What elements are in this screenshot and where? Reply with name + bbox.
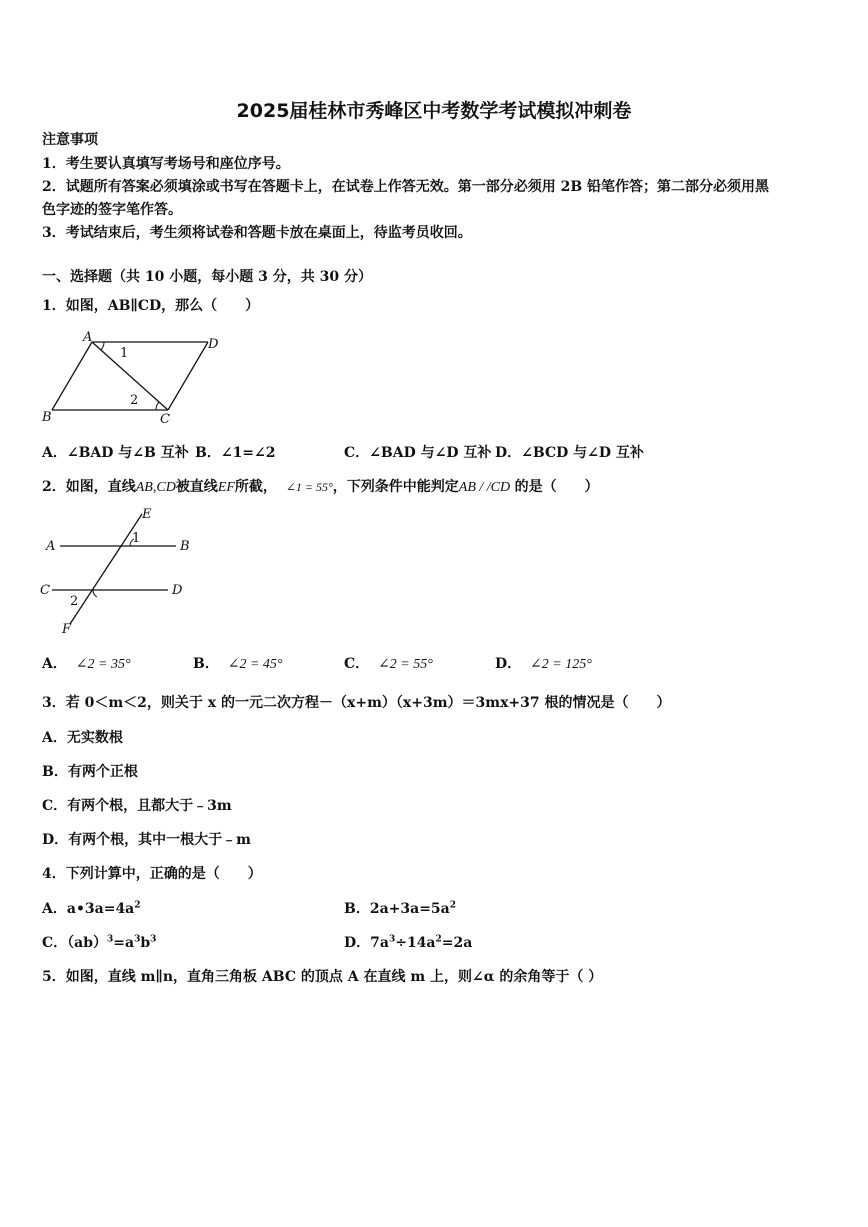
q3-option-d: D．有两个根，其中一根大于﹣m <box>42 832 251 848</box>
q2-label-f: F <box>62 622 72 637</box>
q3-option-b: B．有两个正根 <box>42 764 138 780</box>
q1-label-c: C <box>160 412 170 427</box>
q1-arc-2 <box>156 402 159 410</box>
q4-stem: 4．下列计算中，正确的是（ ） <box>42 866 262 882</box>
q1-label-angle2: 2 <box>130 393 139 408</box>
q2-stem-part-d: ，下列条件中能判定 <box>332 479 459 495</box>
q2-stem-ab: AB,CD <box>135 480 176 495</box>
q2-label-d: D <box>172 583 183 598</box>
q2-stem-part-a: 2．如图，直线 <box>42 479 136 495</box>
q2-label-c: C <box>40 583 50 598</box>
notice-item-1: 1．考生要认真填写考场号和座位序号。 <box>42 156 290 172</box>
notice-item-3: 3．考试结束后，考生须将试卷和答题卡放在桌面上，待监考员收回。 <box>42 225 472 241</box>
q2-arc-2 <box>93 590 97 597</box>
q1-stem: 1．如图，AB∥CD，那么（ ） <box>42 298 260 314</box>
q4-option-a: A．$a•3a=4a^2$ <box>42 900 141 917</box>
q2-option-d: D． ∠2 = 125° <box>495 656 592 672</box>
q2-stem-ef: EF <box>217 480 235 495</box>
q2-label-e: E <box>142 507 152 522</box>
notice-heading: 注意事项 <box>42 132 98 148</box>
q1-option-c: C．∠BAD 与∠D 互补 <box>344 445 492 461</box>
q1-label-b: B <box>42 410 52 425</box>
q5-stem: 5．如图，直线 m∥n，直角三角板 ABC 的顶点 A 在直线 m 上，则∠α 的余角等于（ ） <box>42 969 603 985</box>
q4-option-c: C．$(ab)^3=a^3b^3$ <box>42 934 157 951</box>
q1-label-a: A <box>83 330 93 345</box>
notice-item-2: 2．试题所有答案必须填涂或书写在答题卡上，在试卷上作答无效。第一部分必须用 2B 铅笔作答；第二部分必须用黑 <box>42 179 770 195</box>
q4-option-b: B．$2a+3a=5a^2$ <box>344 900 457 917</box>
q1-option-b: B．∠1=∠2 <box>195 445 276 461</box>
q1-line-ab <box>52 342 92 410</box>
q3-stem: 3．若 0＜m＜2，则关于 x 的一元二次方程－（x+m）（x+3m）＝3mx+37 根的情况是（ ） <box>42 695 671 711</box>
q4-option-d: D．$7a^3\div 14a^2=2a$ <box>344 934 473 951</box>
q1-option-d: D．∠BCD 与∠D 互补 <box>495 445 644 461</box>
q1-figure <box>40 328 230 428</box>
q2-option-a: A． ∠2 = 35° <box>42 656 131 672</box>
section-heading: 一、选择题（共 10 小题，每小题 3 分，共 30 分） <box>42 269 372 285</box>
q2-label-a: A <box>46 539 56 554</box>
q3-option-c: C．有两个根，且都大于﹣3m <box>42 798 232 814</box>
page-title: 2025届桂林市秀峰区中考数学考试模拟冲刺卷 <box>236 100 632 122</box>
q1-label-d: D <box>208 337 219 352</box>
q2-stem-part-c: 所截， <box>234 479 277 495</box>
q2-label-angle1: 1 <box>132 531 141 546</box>
q2-label-angle2: 2 <box>70 594 79 609</box>
q2-stem-angle: ∠1 = 55° <box>285 480 333 494</box>
q2-stem-part-b: 被直线 <box>175 479 218 495</box>
q1-label-angle1: 1 <box>120 346 129 361</box>
q2-stem-parallel: AB / /CD <box>458 480 511 495</box>
q1-line-cd <box>168 342 208 410</box>
q2-option-c: C． ∠2 = 55° <box>344 656 433 672</box>
q1-option-a: A．∠BAD 与∠B 互补 <box>42 445 189 461</box>
notice-item-2-cont: 色字迹的签字笔作答。 <box>42 202 182 218</box>
q1-arc-1 <box>101 342 104 350</box>
q2-option-b: B． ∠2 = 45° <box>193 656 283 672</box>
q2-figure <box>38 504 198 638</box>
q3-option-a: A．无实数根 <box>42 730 123 746</box>
q2-stem-part-e: 的是（ ） <box>514 479 599 495</box>
q2-stem <box>42 478 599 497</box>
q2-label-b: B <box>180 539 190 554</box>
